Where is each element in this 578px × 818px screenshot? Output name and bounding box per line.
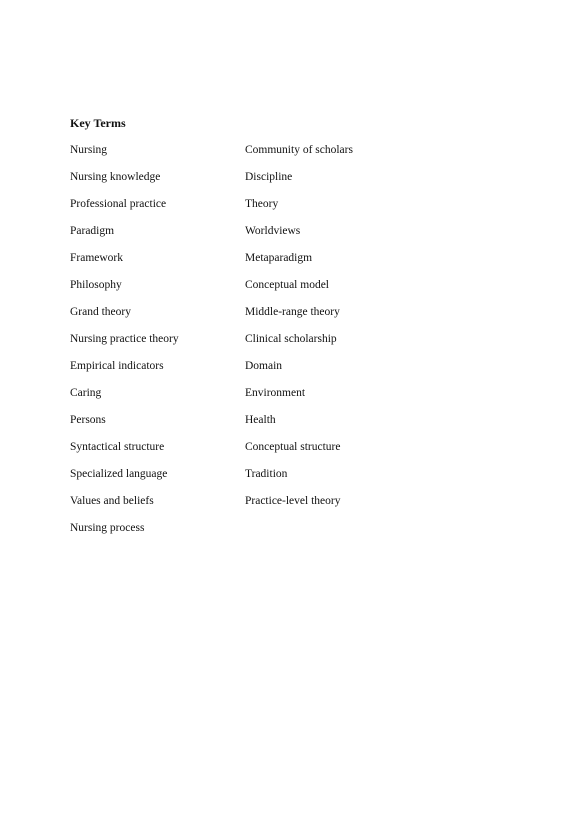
key-term: Conceptual structure bbox=[245, 441, 341, 453]
key-term: Clinical scholarship bbox=[245, 333, 337, 345]
key-term: Persons bbox=[70, 414, 106, 426]
key-term: Nursing knowledge bbox=[70, 171, 161, 183]
key-term: Philosophy bbox=[70, 279, 122, 291]
key-term: Discipline bbox=[245, 171, 293, 183]
key-term: Nursing bbox=[70, 144, 108, 156]
key-term: Practice-level theory bbox=[245, 495, 341, 507]
key-term: Community of scholars bbox=[245, 144, 353, 156]
key-term: Worldviews bbox=[245, 225, 301, 237]
key-term: Domain bbox=[245, 360, 283, 372]
key-terms-left-column bbox=[70, 143, 179, 548]
key-term: Theory bbox=[245, 198, 279, 210]
key-term: Specialized language bbox=[70, 468, 168, 480]
key-term: Conceptual model bbox=[245, 279, 329, 291]
key-term: Professional practice bbox=[70, 198, 167, 210]
key-term: Empirical indicators bbox=[70, 360, 164, 372]
key-term: Paradigm bbox=[70, 225, 115, 237]
key-terms-right-column bbox=[245, 143, 353, 521]
key-terms-heading: Key Terms bbox=[70, 116, 126, 130]
key-term: Framework bbox=[70, 252, 124, 264]
key-term: Caring bbox=[70, 387, 102, 399]
key-term: Nursing practice theory bbox=[70, 333, 179, 345]
key-term: Metaparadigm bbox=[245, 252, 313, 264]
key-term: Environment bbox=[245, 387, 306, 399]
key-term: Syntactical structure bbox=[70, 441, 165, 453]
key-term: Tradition bbox=[245, 468, 288, 480]
key-term: Grand theory bbox=[70, 306, 131, 318]
key-term: Nursing process bbox=[70, 522, 145, 534]
key-term: Middle-range theory bbox=[245, 306, 340, 318]
key-term: Health bbox=[245, 414, 276, 426]
key-term: Values and beliefs bbox=[70, 495, 154, 507]
